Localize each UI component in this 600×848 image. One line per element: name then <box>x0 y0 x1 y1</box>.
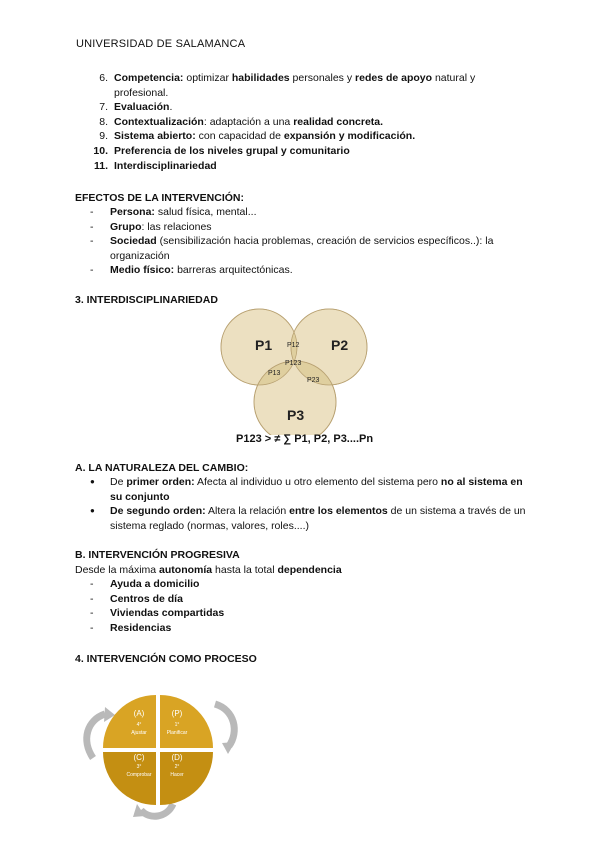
interdisciplinariedad-title: 3. INTERDISCIPLINARIEDAD <box>75 294 218 306</box>
item-number: 10. <box>93 144 108 157</box>
list-item <box>90 263 530 278</box>
item-text <box>110 592 390 607</box>
text-run: Desde la máxima <box>75 564 160 576</box>
text-run: : adaptación a una <box>203 115 294 128</box>
item-text <box>110 475 530 504</box>
text-run: salud física, mental... <box>154 206 257 218</box>
list-item <box>90 606 390 621</box>
list-item <box>90 504 530 533</box>
cycle-p-num: 1° <box>174 722 180 728</box>
venn-label-p13: P13 <box>268 370 281 377</box>
numbered-item <box>86 129 526 144</box>
item-number: 6. <box>99 72 108 84</box>
text-run: personales y <box>289 72 356 84</box>
text-run: no al sistema en su conjunto <box>110 476 523 503</box>
dash-marker: - <box>90 578 94 590</box>
item-text <box>114 144 526 159</box>
venn-label-p3: P3 <box>287 407 305 423</box>
item-text <box>110 621 390 636</box>
text-run: Ayuda a domicilio <box>110 578 200 590</box>
venn-label-p12: P12 <box>287 342 300 349</box>
venn-label-p123: P123 <box>285 360 302 367</box>
item-text <box>110 606 390 621</box>
text-run: hasta la total <box>212 564 278 576</box>
dash-marker: - <box>90 621 94 634</box>
text-run: Persona: <box>110 206 155 218</box>
text-run: realidad concreta. <box>293 115 384 128</box>
cycle-c-num: 3° <box>136 764 142 770</box>
numbered-item <box>86 100 526 115</box>
item-text <box>110 234 530 263</box>
cycle-a-num: 4° <box>136 722 142 728</box>
numbered-item <box>86 71 526 100</box>
text-run: Residencias <box>110 621 172 634</box>
cycle-p-word: Planificar <box>166 730 188 736</box>
dash-marker: - <box>90 220 94 233</box>
numbered-item <box>86 115 526 130</box>
cycle-d-letter: (D) <box>171 753 183 762</box>
progresiva-list <box>90 577 390 635</box>
text-run: con capacidad de <box>195 130 284 143</box>
text-run: barreras arquitectónicas. <box>174 264 293 277</box>
text-run: Grupo <box>110 220 142 233</box>
text-run: Sistema abierto: <box>114 130 196 143</box>
venn-circle-p3 <box>254 361 336 435</box>
dash-marker: - <box>90 607 94 620</box>
text-run: expansión y modificación. <box>283 130 416 143</box>
text-run: primer orden: <box>126 476 195 488</box>
item-text <box>110 220 530 235</box>
text-run: Evaluación <box>114 101 170 114</box>
item-text <box>114 159 526 174</box>
item-text <box>110 577 390 592</box>
text-run: . <box>169 101 173 114</box>
cycle-c-letter: (C) <box>133 753 145 762</box>
item-text <box>110 504 530 533</box>
text-run: Sociedad <box>110 235 157 248</box>
text-run: Altera la relación <box>205 505 290 518</box>
venn-formula: P123 > ≠ ∑ P1, P2, P3....Pn <box>236 433 374 445</box>
dash-marker: - <box>90 592 94 605</box>
cycle-arrow-left <box>87 714 105 758</box>
text-run: natural y profesional. <box>114 72 476 99</box>
text-run: Preferencia de los niveles grupal y comunitario <box>114 144 350 157</box>
text-run: redes de apoyo <box>355 72 433 84</box>
dash-marker: - <box>90 235 94 248</box>
cycle-p-letter: (P) <box>171 709 183 718</box>
cycle-a-word: Ajustar <box>131 730 147 736</box>
text-run: : las relaciones <box>141 220 212 233</box>
text-run: de un sistema a través de un sistema reglado (normas, valores, roles....) <box>110 505 526 532</box>
page-header: UNIVERSIDAD DE SALAMANCA <box>76 38 246 50</box>
progresiva-intro <box>75 563 342 578</box>
progresiva-title: B. INTERVENCIÓN PROGRESIVA <box>75 549 240 561</box>
text-run: dependencia <box>277 564 342 576</box>
text-run: habilidades <box>231 72 290 84</box>
venn-label-p2: P2 <box>331 337 349 353</box>
item-text <box>114 115 526 130</box>
naturaleza-list <box>90 475 530 533</box>
cycle-quadrant-a <box>103 695 156 748</box>
text-run: De <box>110 476 127 488</box>
venn-diagram <box>215 305 385 435</box>
item-number: 11. <box>93 159 108 172</box>
cycle-d-num: 2° <box>174 764 180 770</box>
list-item <box>90 577 390 592</box>
proceso-title: 4. INTERVENCIÓN COMO PROCESO <box>75 653 257 665</box>
numbered-list <box>86 71 526 173</box>
venn-label-p23: P23 <box>307 377 320 384</box>
list-item <box>90 234 530 263</box>
item-text <box>110 205 530 220</box>
list-item <box>90 220 530 235</box>
item-text <box>114 71 526 100</box>
item-text <box>114 129 526 144</box>
cycle-c-word: Comprobar <box>126 772 152 778</box>
text-run: autonomía <box>159 564 213 576</box>
list-item <box>90 205 530 220</box>
item-text <box>114 100 526 115</box>
pdca-cycle-diagram <box>75 680 245 820</box>
numbered-item <box>86 159 526 174</box>
text-run: Centros de día <box>110 592 183 605</box>
item-number: 7. <box>99 101 108 114</box>
bullet-icon: ● <box>90 506 95 516</box>
item-text <box>110 263 530 278</box>
cycle-quadrant-p <box>160 695 213 748</box>
text-run: Afecta al individuo u otro elemento del sistema pero <box>194 476 441 488</box>
numbered-item <box>86 144 526 159</box>
text-run: (sensibilización hacia problemas, creación de servicios específicos..): la organización <box>110 235 494 262</box>
list-item <box>90 592 390 607</box>
bullet-icon: ● <box>90 477 95 486</box>
cycle-quadrant-c <box>103 752 156 805</box>
cycle-quadrant-d <box>160 752 213 805</box>
text-run: Medio físico: <box>110 264 175 277</box>
cycle-d-word: Hacer <box>170 772 184 778</box>
text-run: Interdisciplinariedad <box>114 159 217 172</box>
cycle-arrow-right <box>215 704 234 746</box>
efectos-title: EFECTOS DE LA INTERVENCIÓN: <box>75 192 244 204</box>
naturaleza-title: A. LA NATURALEZA DEL CAMBIO: <box>75 462 249 474</box>
efectos-list <box>90 205 530 278</box>
text-run: optimizar <box>183 72 232 84</box>
cycle-arrow-bottom <box>141 804 173 816</box>
venn-label-p1: P1 <box>255 337 273 353</box>
text-run: Contextualización <box>114 115 204 128</box>
text-run: Competencia: <box>114 72 184 84</box>
text-run: entre los elementos <box>289 505 388 518</box>
cycle-a-letter: (A) <box>133 709 145 718</box>
list-item <box>90 475 530 504</box>
item-number: 8. <box>99 115 108 128</box>
item-number: 9. <box>99 130 108 143</box>
dash-marker: - <box>90 206 94 218</box>
list-item <box>90 621 390 636</box>
text-run: De segundo orden: <box>110 505 206 518</box>
text-run: Viviendas compartidas <box>110 607 225 620</box>
dash-marker: - <box>90 264 94 277</box>
